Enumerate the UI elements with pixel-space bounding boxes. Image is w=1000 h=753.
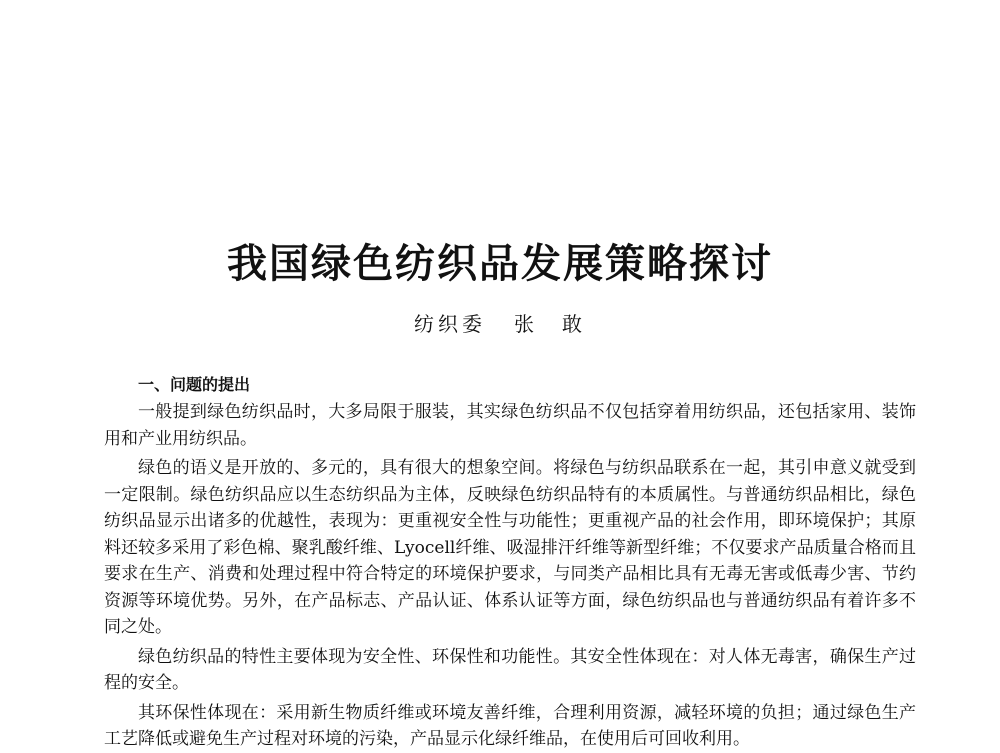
paragraph-4: 其环保性体现在：采用新生物质纤维或环境友善纤维，合理利用资源，减轻环境的负担；通过绿色生产工艺降低或避免生产过程对环境的污染，产品显示化绿纤维品，在使用后可回收利用。 (104, 702, 916, 749)
article-title: 我国绿色纺织品发展策略探讨 (227, 241, 773, 287)
paragraph-3: 绿色纺织品的特性主要体现为安全性、环保性和功能性。其安全性体现在：对人体无毒害，确保生产过程的安全。 (104, 646, 916, 693)
paragraph-2: 绿色的语义是开放的、多元的，具有很大的想象空间。将绿色与纺织品联系在一起，其引申意义就受到一定限制。绿色纺织品应以生态纺织品为主体，反映绿色纺织品特有的本质属性。与普通纺织品相比，绿色纺织品显示出诸多的优越性，表现为：更重视安全性与功能性；更重视产品的社会作用，即环境保护；其原料还较多采用了彩色棉、聚乳酸纤维、Lyocell纤维、吸湿排汗纤维等新型纤维；不仅要求产品质量合格而且要求在生产、消费和处理过程中符合特定的环境保护要求，与同类产品相比具有无毒无害或低毒少害、节约资源等环境优势。另外，在产品标志、产品认证、体系认证等方面，绿色纺织品也与普通纺织品有着许多不同之处。 (104, 458, 916, 637)
article-body (104, 371, 916, 753)
author-organization: 纺织委 (414, 312, 486, 336)
paragraph-1: 一般提到绿色纺织品时，大多局限于服装，其实绿色纺织品不仅包括穿着用纺织品，还包括家用、装饰用和产业用纺织品。 (104, 402, 916, 449)
byline (0, 310, 1000, 338)
section-heading: 一、问题的提出 (138, 375, 251, 394)
author-name: 张 敢 (514, 312, 586, 336)
